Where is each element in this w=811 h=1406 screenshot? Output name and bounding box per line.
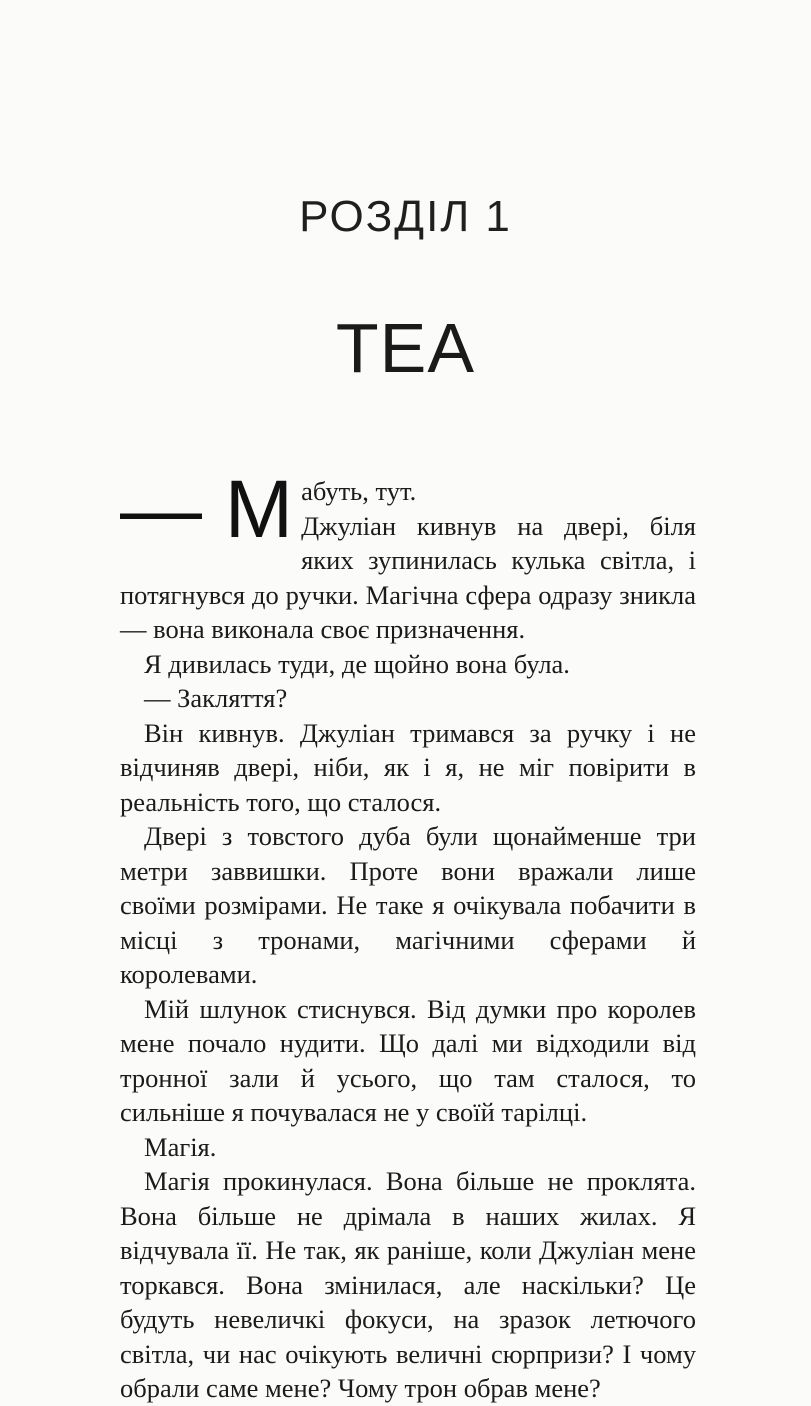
paragraph: Він кивнув. Джуліан тримався за ручку і не відчиняв двері, ніби, як і я, не міг повірити в реальність того, що сталося. bbox=[120, 717, 696, 817]
chapter-number: РОЗДІЛ 1 bbox=[299, 192, 512, 241]
paragraph-1-text: абуть, тут. bbox=[301, 476, 417, 506]
chapter-title: ТЕА bbox=[335, 309, 476, 387]
paragraph: Двері з товстого дуба були щонайменше три метри заввишки. Проте вони вражали лише своїми розмірами. Не таке я очікувала побачити в місці з тронами, магічними сферами й королевами. bbox=[120, 821, 696, 989]
paragraph: — Закляття? bbox=[144, 683, 288, 713]
paragraph-1b-text: Джуліан кивнув на двері, біля яких зупинилась кулька світла, і потягнувся до ручки. Магічна сфера одразу зникла — вона виконала своє призначення. bbox=[120, 510, 696, 644]
chapter-text bbox=[120, 464, 696, 1406]
paragraph: Магія прокинулася. Вона більше не проклята. Вона більше не дрімала в наших жилах. Я відчувала її. Не так, як раніше, коли Джуліан мене торкався. Вона змінилася, але наскільки? Це будуть невеличкі фокуси, на зразок летючого світла, чи нас очікують величні сюрпризи? І чому обрали саме мене? Чому трон обрав мене? bbox=[120, 1166, 696, 1403]
drop-cap: — М bbox=[120, 464, 294, 555]
paragraph-1 bbox=[120, 464, 696, 647]
paragraph: Мій шлунок стиснувся. Від думки про королев мене почало нудити. Що далі ми відходили від тронної зали й усього, що там сталося, то сильніше я почувалася не у своїй тарілці. bbox=[120, 993, 696, 1127]
paragraph: Магія. bbox=[144, 1131, 217, 1162]
paragraph: Я дивилась туди, де щойно вона була. bbox=[144, 648, 570, 679]
